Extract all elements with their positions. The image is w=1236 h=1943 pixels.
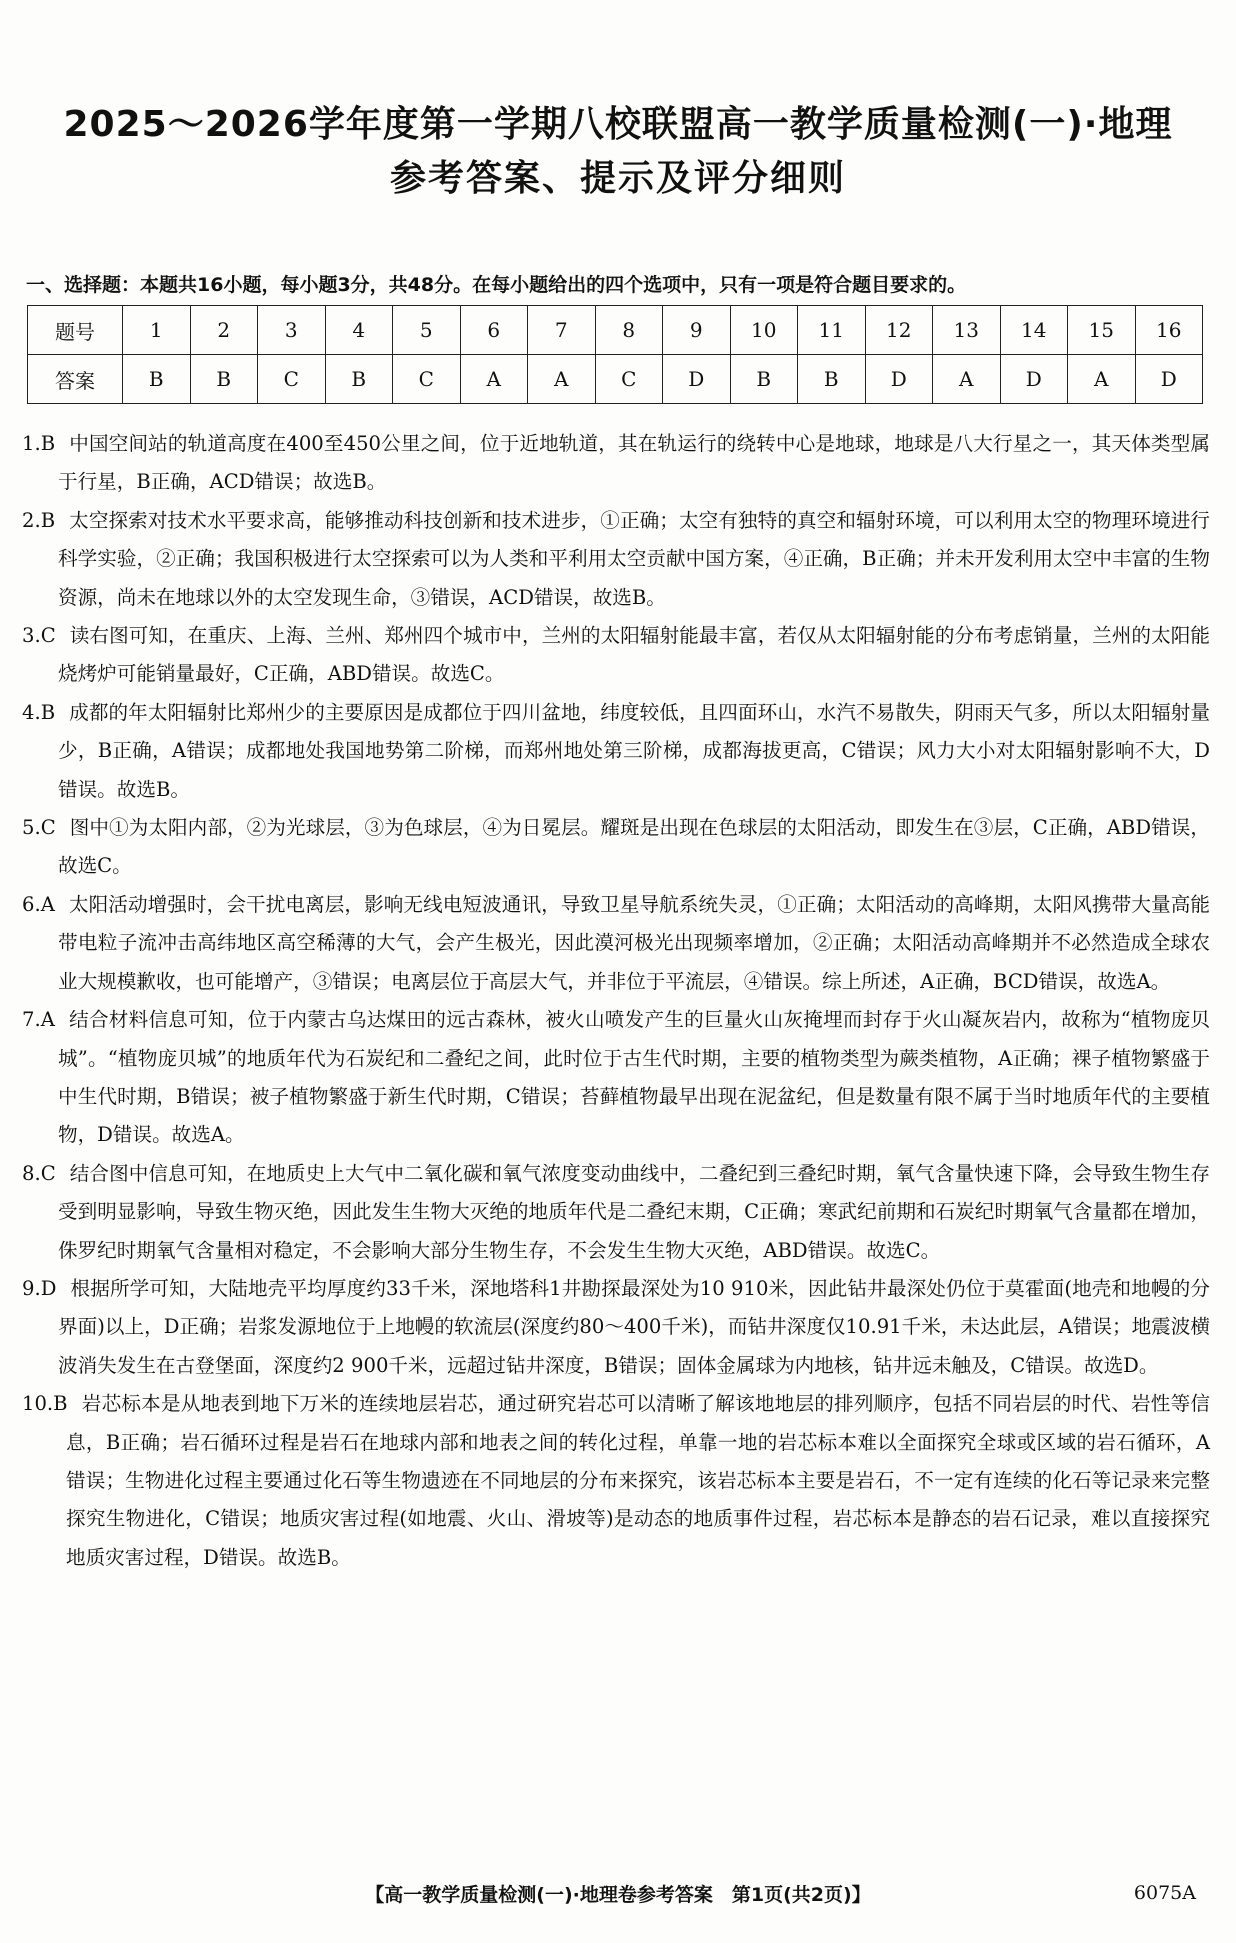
- item-number: 9.D: [22, 1276, 57, 1300]
- item-number: 7.A: [22, 1008, 55, 1032]
- explanation-item: [22, 886, 1210, 1001]
- item-text: 中国空间站的轨道高度在400至450公里之间，位于近地轨道，其在轨运行的绕转中心是地球，地球是八大行星之一，其天体类型属于行星，B正确，ACD错误；故选B。: [58, 432, 1210, 494]
- question-number: 9: [663, 306, 731, 355]
- answer-cell: D: [1000, 355, 1068, 404]
- answer-cell: C: [258, 355, 326, 404]
- question-number: 6: [460, 306, 528, 355]
- answer-table: [27, 305, 1203, 404]
- answer-cell: A: [1068, 355, 1136, 404]
- question-number: 2: [190, 306, 258, 355]
- question-number: 14: [1000, 306, 1068, 355]
- page-footer: 【高一教学质量检测(一)·地理卷参考答案 第1页(共2页)】: [365, 1884, 871, 1906]
- item-text: 图中①为太阳内部，②为光球层，③为色球层，④为日冕层。耀斑是出现在色球层的太阳活动，即发生在③层，C正确，ABD错误，故选C。: [58, 816, 1210, 878]
- item-text: 根据所学可知，大陆地壳平均厚度约33千米，深地塔科1井勘探最深处为10 910米，因此钻井最深处仍位于莫霍面(地壳和地幔的分界面)以上，D正确；岩浆发源地位于上地幔的软流层(深度约80～400千米)，而钻井深度仅10.91千米，未达此层，A错误；地震波横波消失发生在古登堡面，深度约2 900千米，远超过钻井深度，B错误；固体金属球为内地核，钻井远未触及，C错误。故选D。: [58, 1276, 1210, 1377]
- question-number: 13: [933, 306, 1001, 355]
- item-number: 2.B: [22, 508, 56, 532]
- item-text: 太阳活动增强时，会干扰电离层，影响无线电短波通讯，导致卫星导航系统失灵，①正确；太阳活动的高峰期，太阳风携带大量高能带电粒子流冲击高纬地区高空稀薄的大气，会产生极光，因此漠河极光出现频率增加，②正确；太阳活动高峰期并不必然造成全球农业大规模歉收，也可能增产，③错误；电离层位于高层大气，并非位于平流层，④错误。综上所述，A正确，BCD错误，故选A。: [58, 892, 1210, 993]
- row-label: 答案: [28, 355, 123, 404]
- answer-cell: B: [325, 355, 393, 404]
- section-heading: 一、选择题：本题共16小题，每小题3分，共48分。在每小题给出的四个选项中，只有一项是符合题目要求的。: [26, 274, 967, 296]
- question-number: 4: [325, 306, 393, 355]
- row-label: 题号: [28, 306, 123, 355]
- item-number: 4.B: [22, 700, 56, 724]
- document-subtitle: 参考答案、提示及评分细则: [389, 158, 846, 199]
- question-number: 16: [1135, 306, 1203, 355]
- item-number: 10.B: [22, 1392, 68, 1416]
- item-number: 8.C: [22, 1161, 56, 1185]
- explanation-item: [22, 617, 1210, 694]
- question-number: 12: [865, 306, 933, 355]
- answer-cell: C: [393, 355, 461, 404]
- item-text: 读右图可知，在重庆、上海、兰州、郑州四个城市中，兰州的太阳辐射能最丰富，若仅从太阳辐射能的分布考虑销量，兰州的太阳能烧烤炉可能销量最好，C正确，ABD错误。故选C。: [58, 624, 1210, 686]
- explanation-item: [22, 694, 1210, 809]
- item-number: 1.B: [22, 432, 56, 455]
- question-number-row: [28, 306, 1203, 355]
- answer-cell: C: [595, 355, 663, 404]
- item-text: 岩芯标本是从地表到地下万米的连续地层岩芯，通过研究岩芯可以清晰了解该地地层的排列顺序，包括不同岩层的时代、岩性等信息，B正确；岩石循环过程是岩石在地球内部和地表之间的转化过程，单靠一地的岩芯标本难以全面探究全球或区域的岩石循环，A错误；生物进化过程主要通过化石等生物遗迹在不同地层的分布来探究，该岩芯标本主要是岩石，不一定有连续的化石等记录来完整探究生物进化，C错误；地质灾害过程(如地震、火山、滑坡等)是动态的地质事件过程，岩芯标本是静态的岩石记录，难以直接探究地质灾害过程，D错误。故选B。: [66, 1392, 1210, 1569]
- item-number: 5.C: [22, 816, 56, 840]
- answer-cell: D: [865, 355, 933, 404]
- explanation-list: [22, 425, 1210, 1577]
- item-text: 结合图中信息可知，在地质史上大气中二氧化碳和氧气浓度变动曲线中，二叠纪到三叠纪时期，氧气含量快速下降，会导致生物生存受到明显影响，导致生物灭绝，因此发生生物大灭绝的地质年代是二叠纪末期，C正确；寒武纪前期和石炭纪时期氧气含量都在增加，侏罗纪时期氧气含量相对稳定，不会影响大部分生物生存，不会发生生物大灭绝，ABD错误。故选C。: [58, 1161, 1210, 1262]
- answer-cell: B: [190, 355, 258, 404]
- question-number: 11: [798, 306, 866, 355]
- explanation-item: [22, 1001, 1210, 1155]
- explanation-item: [22, 1270, 1210, 1385]
- answer-cell: A: [528, 355, 596, 404]
- explanation-item: [22, 809, 1210, 886]
- answer-cell: B: [730, 355, 798, 404]
- question-number: 1: [123, 306, 191, 355]
- question-number: 7: [528, 306, 596, 355]
- document-title: 2025～2026学年度第一学期八校联盟高一教学质量检测(一)·地理: [63, 104, 1173, 145]
- question-number: 5: [393, 306, 461, 355]
- question-number: 10: [730, 306, 798, 355]
- answer-cell: B: [798, 355, 866, 404]
- answer-row: [28, 355, 1203, 404]
- item-number: 3.C: [22, 624, 56, 648]
- answer-cell: D: [1135, 355, 1203, 404]
- explanation-item: [22, 425, 1210, 502]
- document-code: 6075A: [1133, 1882, 1196, 1904]
- question-number: 3: [258, 306, 326, 355]
- question-number: 15: [1068, 306, 1136, 355]
- item-text: 结合材料信息可知，位于内蒙古乌达煤田的远古森林，被火山喷发产生的巨量火山灰掩埋而封存于火山凝灰岩内，故称为“植物庞贝城”。“植物庞贝城”的地质年代为石炭纪和二叠纪之间，此时位于古生代时期，主要的植物类型为蕨类植物，A正确；裸子植物繁盛于中生代时期，B错误；被子植物繁盛于新生代时期，C错误；苔藓植物最早出现在泥盆纪，但是数量有限不属于当时地质年代的主要植物，D错误。故选A。: [58, 1008, 1210, 1147]
- answer-cell: D: [663, 355, 731, 404]
- answer-cell: A: [933, 355, 1001, 404]
- item-number: 6.A: [22, 892, 55, 916]
- answer-cell: B: [123, 355, 191, 404]
- item-text: 成都的年太阳辐射比郑州少的主要原因是成都位于四川盆地，纬度较低，且四面环山，水汽不易散失，阴雨天气多，所以太阳辐射量少，B正确，A错误；成都地处我国地势第二阶梯，而郑州地处第三阶梯，成都海拔更高，C错误；风力大小对太阳辐射影响不大，D错误。故选B。: [58, 700, 1210, 801]
- answer-cell: A: [460, 355, 528, 404]
- item-text: 太空探索对技术水平要求高，能够推动科技创新和技术进步，①正确；太空有独特的真空和辐射环境，可以利用太空的物理环境进行科学实验，②正确；我国积极进行太空探索可以为人类和平利用太空贡献中国方案，④正确，B正确；并未开发利用太空中丰富的生物资源，尚未在地球以外的太空发现生命，③错误，ACD错误，故选B。: [58, 508, 1210, 609]
- explanation-item: [22, 502, 1210, 617]
- question-number: 8: [595, 306, 663, 355]
- explanation-item: [22, 1385, 1210, 1577]
- explanation-item: [22, 1155, 1210, 1270]
